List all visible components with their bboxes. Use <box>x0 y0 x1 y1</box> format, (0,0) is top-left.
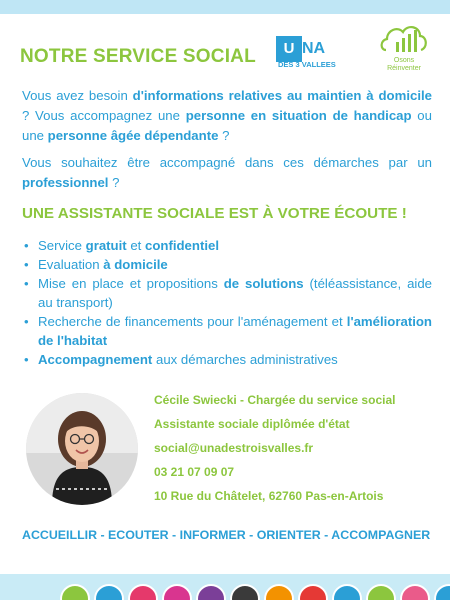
una-logo-letter: U <box>276 36 302 62</box>
section-subtitle: UNE ASSISTANTE SOCIALE EST À VOTRE ÉCOUTE ! <box>22 205 407 222</box>
list-item: • Mise en place et propositions de solutions (téléassistance, aide au transport) <box>22 274 432 312</box>
page-title: NOTRE SERVICE SOCIAL <box>20 46 256 67</box>
list-item: • Accompagnement aux démarches administratives <box>22 350 432 369</box>
contact-role: Assistante sociale diplômée d'état <box>154 417 350 431</box>
intro-paragraph-2: Vous souhaitez être accompagné dans ces démarches par un professionnel ? <box>22 155 432 190</box>
osons-line-2: Réinventer <box>387 65 421 72</box>
cloud-bars-icon <box>378 20 430 58</box>
una-logo-subtitle: DES 3 VALLEES <box>278 60 336 69</box>
osons-reinventer-logo <box>378 20 430 76</box>
contact-address: 10 Rue du Châtelet, 62760 Pas-en-Artois <box>154 489 384 503</box>
services-list <box>22 236 432 369</box>
una-logo <box>276 36 372 70</box>
contact-phone[interactable]: 03 21 07 09 07 <box>154 465 235 479</box>
una-logo-name: NA <box>302 40 326 57</box>
intro-paragraph-1: Vous avez besoin d'informations relatives au maintien à domicile ? Vous accompagnez une personne en situation de handicap ou une personne âgée dépendante ? <box>22 88 433 143</box>
contact-email[interactable]: social@unadestroisvalles.fr <box>154 441 314 455</box>
osons-line-1: Osons <box>393 57 415 64</box>
motto: ACCUEILLIR - ECOUTER - INFORMER - ORIENTER - ACCOMPAGNER <box>22 528 431 542</box>
list-item: • Evaluation à domicile <box>22 255 432 274</box>
list-item: • Service gratuit et confidentiel <box>22 236 432 255</box>
contact-name: Cécile Swiecki - Chargée du service social <box>154 393 396 407</box>
list-item: • Recherche de financements pour l'aménagement et l'amélioration de l'habitat <box>22 312 432 350</box>
assistant-photo <box>26 393 138 505</box>
top-band <box>0 0 450 14</box>
